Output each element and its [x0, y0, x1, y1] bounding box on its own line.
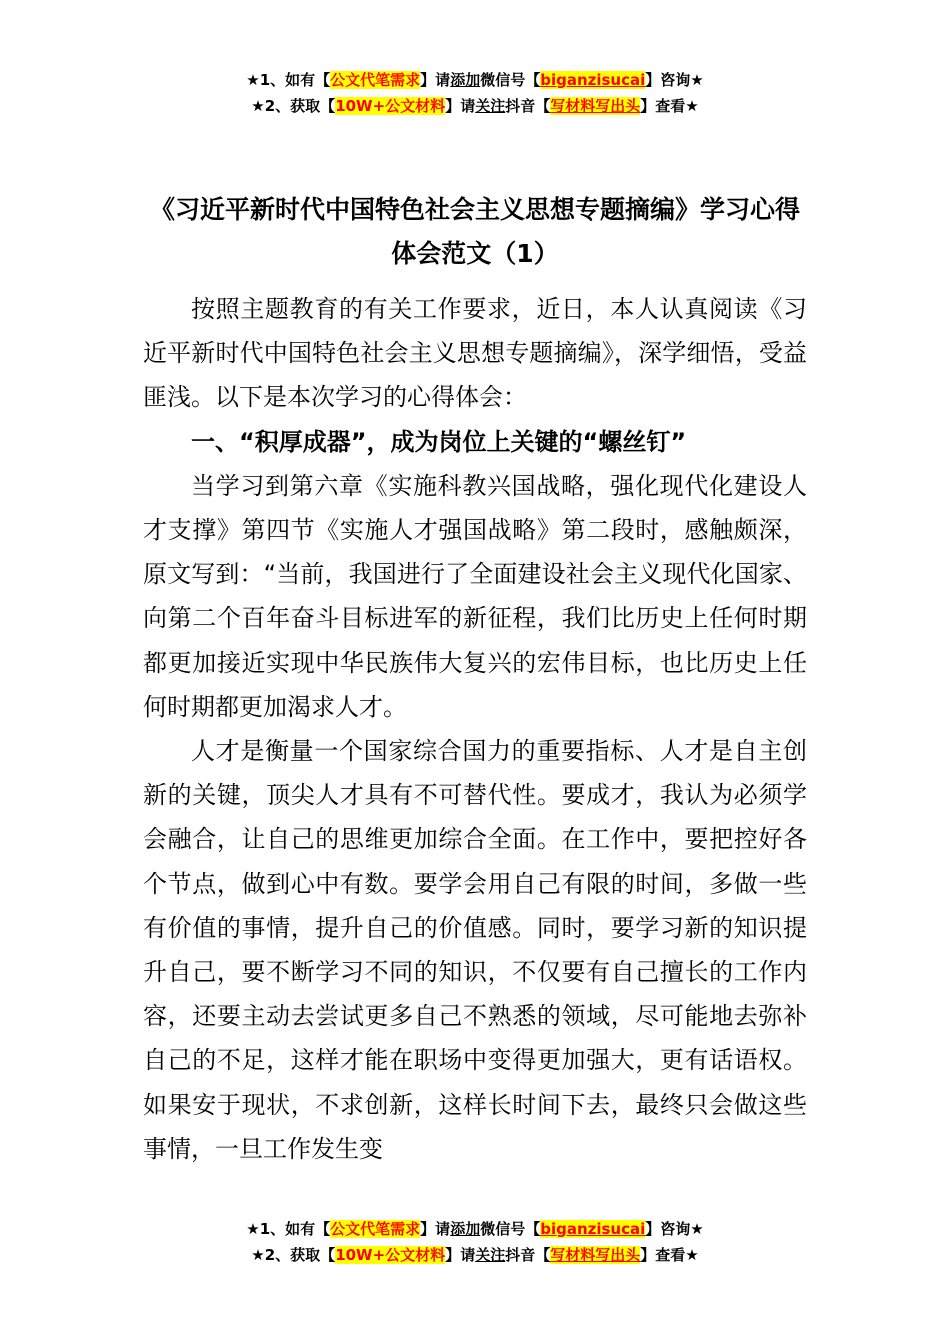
- header-line-2: [0, 93, 950, 119]
- footer-line-1-text-2: 微信号【: [480, 1220, 541, 1238]
- header-line-2-text-2: 抖音【: [505, 97, 551, 115]
- footer-service-highlight: 公文代笔需求: [330, 1220, 421, 1238]
- header-line-1-suffix: 】咨询★: [645, 71, 704, 89]
- footer-line-2-text-2: 抖音【: [505, 1246, 551, 1264]
- header-line-1-prefix: ★1、如有【: [246, 71, 331, 89]
- footer-wechat-link[interactable]: biganzisucai: [540, 1220, 646, 1238]
- footer-line-1-text: 】请: [420, 1220, 451, 1238]
- footer-line-2: [0, 1242, 950, 1268]
- header-line-1-text-2: 微信号【: [480, 71, 541, 89]
- footer-line-1-suffix: 】咨询★: [645, 1220, 704, 1238]
- footer-line-2-suffix: 】查看★: [640, 1246, 699, 1264]
- section-1-heading: 一、“积厚成器”，成为岗位上关键的“螺丝钉”: [191, 427, 687, 456]
- footer-line-1: [0, 1216, 950, 1242]
- header-service-highlight: 公文代笔需求: [330, 71, 421, 89]
- body-paragraph-1: 当学习到第六章《实施科教兴国战略，强化现代化建设人才支撑》第四节《实施人才强国战略》第二段时，感触颇深，原文写到：“当前，我国进行了全面建设社会主义现代化国家、向第二个百年奋斗目标进军的新征程，我们比历史上任何时期都更加接近实现中华民族伟大复兴的宏伟目标，也比历史上任何时期都更加渴求人才。: [143, 471, 807, 721]
- footer-line-2-prefix: ★2、获取【: [251, 1246, 336, 1264]
- document-title: 《习近平新时代中国特色社会主义思想专题摘编》学习心得体会范文（1）: [149, 195, 800, 268]
- header-line-2-suffix: 】查看★: [640, 97, 699, 115]
- header-follow-text: 关注: [475, 97, 506, 115]
- footer-material-highlight: 10W+公文材料: [335, 1246, 446, 1264]
- footer-douyin-link[interactable]: 写材料写出头: [550, 1246, 641, 1264]
- header-line-1: [0, 67, 950, 93]
- header-line-1-text: 】请: [420, 71, 451, 89]
- body-paragraph-2: 人才是衡量一个国家综合国力的重要指标、人才是自主创新的关键，顶尖人才具有不可替代性。要成才，我认为必须学会融合，让自己的思维更加综合全面。在工作中，要把控好各个节点，做到心中有数。要学会用自己有限的时间，多做一些有价值的事情，提升自己的价值感。同时，要学习新的知识提升自己，要不断学习不同的知识，不仅要有自己擅长的工作内容，还要主动去尝试更多自己不熟悉的领域，尽可能地去弥补自己的不足，这样才能在职场中变得更加强大，更有话语权。如果安于现状，不求创新，这样长时间下去，最终只会做这些事情，一旦工作发生变: [143, 737, 807, 1163]
- header-banner: [0, 67, 950, 119]
- footer-add-text: 添加: [450, 1220, 481, 1238]
- header-douyin-link[interactable]: 写材料写出头: [550, 97, 641, 115]
- intro-paragraph: 按照主题教育的有关工作要求，近日，本人认真阅读《习近平新时代中国特色社会主义思想专题摘编》，深学细悟，受益匪浅。以下是本次学习的心得体会：: [143, 295, 807, 412]
- header-line-2-text: 】请: [445, 97, 476, 115]
- header-add-text: 添加: [450, 71, 481, 89]
- document-body: [143, 287, 807, 1171]
- header-line-2-prefix: ★2、获取【: [251, 97, 336, 115]
- footer-banner: [0, 1216, 950, 1268]
- footer-line-1-prefix: ★1、如有【: [246, 1220, 331, 1238]
- footer-follow-text: 关注: [475, 1246, 506, 1264]
- header-wechat-link[interactable]: biganzisucai: [540, 71, 646, 89]
- footer-line-2-text: 】请: [445, 1246, 476, 1264]
- header-material-highlight: 10W+公文材料: [335, 97, 446, 115]
